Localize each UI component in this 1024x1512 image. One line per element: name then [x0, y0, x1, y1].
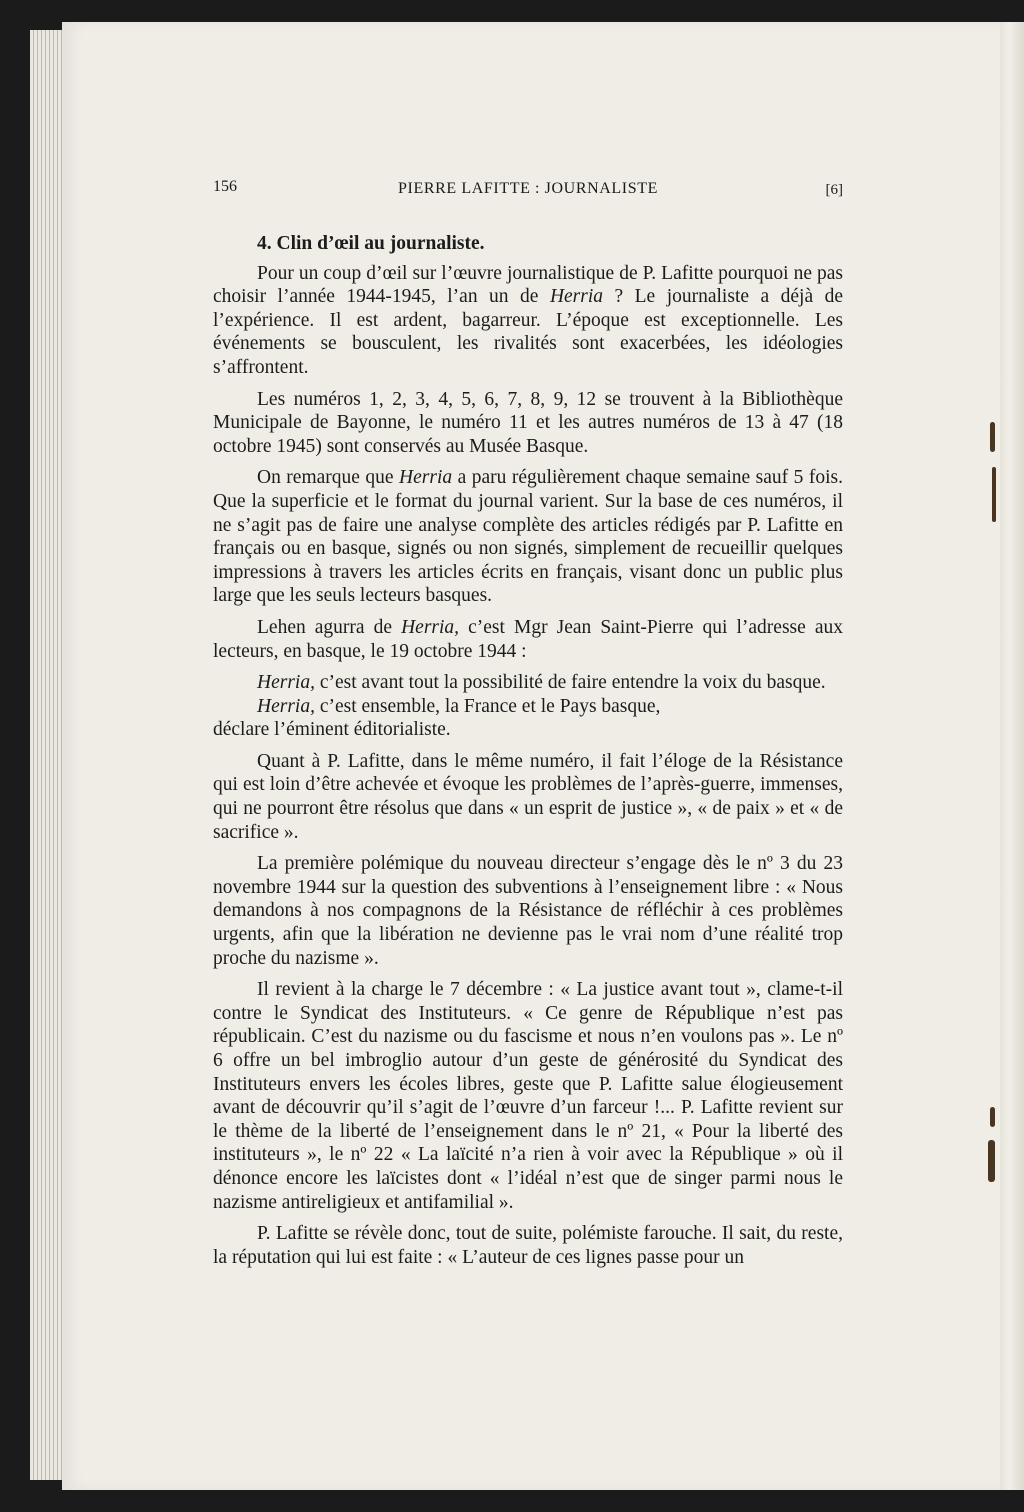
- paragraph: P. Lafitte se révèle donc, tout de suite, polémiste farouche. Il sait, du reste, la réputation qui lui est faite : « L’auteur de ces lignes passe pour un: [213, 1223, 843, 1268]
- paragraph: Pour un coup d’œil sur l’œuvre journalistique de P. Lafitte pourquoi ne pas choisir l’année 1944-1945, l’an un de Herria ? Le journaliste a déjà de l’expérience. Il est ardent, bagarreur. L’époque est exceptionnelle. Les événements se bousculent, les rivalités sont exacerbées, les idéologies s’affrontent.: [213, 262, 843, 378]
- section-heading: 4. Clin d’œil au journaliste.: [257, 233, 485, 254]
- quotation-attribution: déclare l’éminent éditorialiste.: [213, 719, 451, 741]
- stain-mark: [990, 422, 995, 452]
- section-number: [6]: [825, 182, 843, 198]
- page-number: 156: [213, 178, 237, 195]
- quotation-line: Herria, c’est ensemble, la France et le Pays basque,: [257, 695, 661, 717]
- paragraph: Lehen agurra de Herria, c’est Mgr Jean Saint-Pierre qui l’adresse aux lecteurs, en basque, le 19 octobre 1944 :: [213, 616, 843, 662]
- quotation-line: Herria, c’est avant tout la possibilité de faire entendre la voix du basque.: [257, 672, 826, 694]
- facing-page-edge: [1000, 22, 1024, 1490]
- stain-mark: [992, 467, 996, 522]
- stain-mark: [990, 1107, 995, 1127]
- running-header: [213, 178, 843, 202]
- paragraph: Il revient à la charge le 7 décembre : « La justice avant tout », clame-t-il contre le Syndicat des Instituteurs. « Ce genre de République n’est pas républicain. C’est du nazisme ou du fascisme et nous n’en voulons pas ». Le nº 6 offre un bel imbroglio autour d’un geste de générosité du Syndicat des Instituteurs envers les écoles libres, geste que P. Lafitte salue élogieusement avant de découvrir qu’il s’agit de l’œuvre d’un farceur !... P. Lafitte revient sur le thème de la liberté de l’enseignement dans le nº 21, « Pour la liberté des instituteurs », le nº 22 « La laïcité n’a rien à voir avec la République » où il dénonce encore les laïcistes dont « l’idéal n’est que de singer parmi nous le nazisme antireligieux et antifamilial ».: [213, 979, 843, 1213]
- stain-mark: [988, 1140, 995, 1182]
- paragraph: On remarque que Herria a paru régulièrement chaque semaine sauf 5 fois. Que la superficie et le format du journal varient. Sur la base de ces numéros, il ne s’agit pas de faire une analyse complète des articles rédigés par P. Lafitte en français ou en basque, signés ou non signés, simplement de recueillir quelques impressions à travers les articles écrits en français, visant donc un public plus large que les seuls lecteurs basques.: [213, 467, 843, 607]
- page-body: [213, 232, 843, 1277]
- running-title: PIERRE LAFITTE : JOURNALISTE: [398, 180, 658, 197]
- paragraph: Les numéros 1, 2, 3, 4, 5, 6, 7, 8, 9, 12 se trouvent à la Bibliothèque Municipale de Bayonne, le numéro 11 et les autres numéros de 13 à 47 (18 octobre 1945) sont conservés au Musée Basque.: [213, 388, 843, 457]
- paragraph: Quant à P. Lafitte, dans le même numéro, il fait l’éloge de la Résistance qui est loin d’être achevée et évoque les problèmes de l’après-guerre, immenses, qui ne pourront être résolus que dans « un esprit de justice », « de paix » et « de sacrifice ».: [213, 750, 843, 843]
- paragraph: La première polémique du nouveau directeur s’engage dès le nº 3 du 23 novembre 1944 sur la question des subventions à l’enseignement libre : « Nous demandons à nos compagnons de la Résistance de réfléchir à ces problèmes urgents, afin que la libération ne devienne pas le vrai nom d’une réalité trop proche du nazisme ».: [213, 853, 843, 969]
